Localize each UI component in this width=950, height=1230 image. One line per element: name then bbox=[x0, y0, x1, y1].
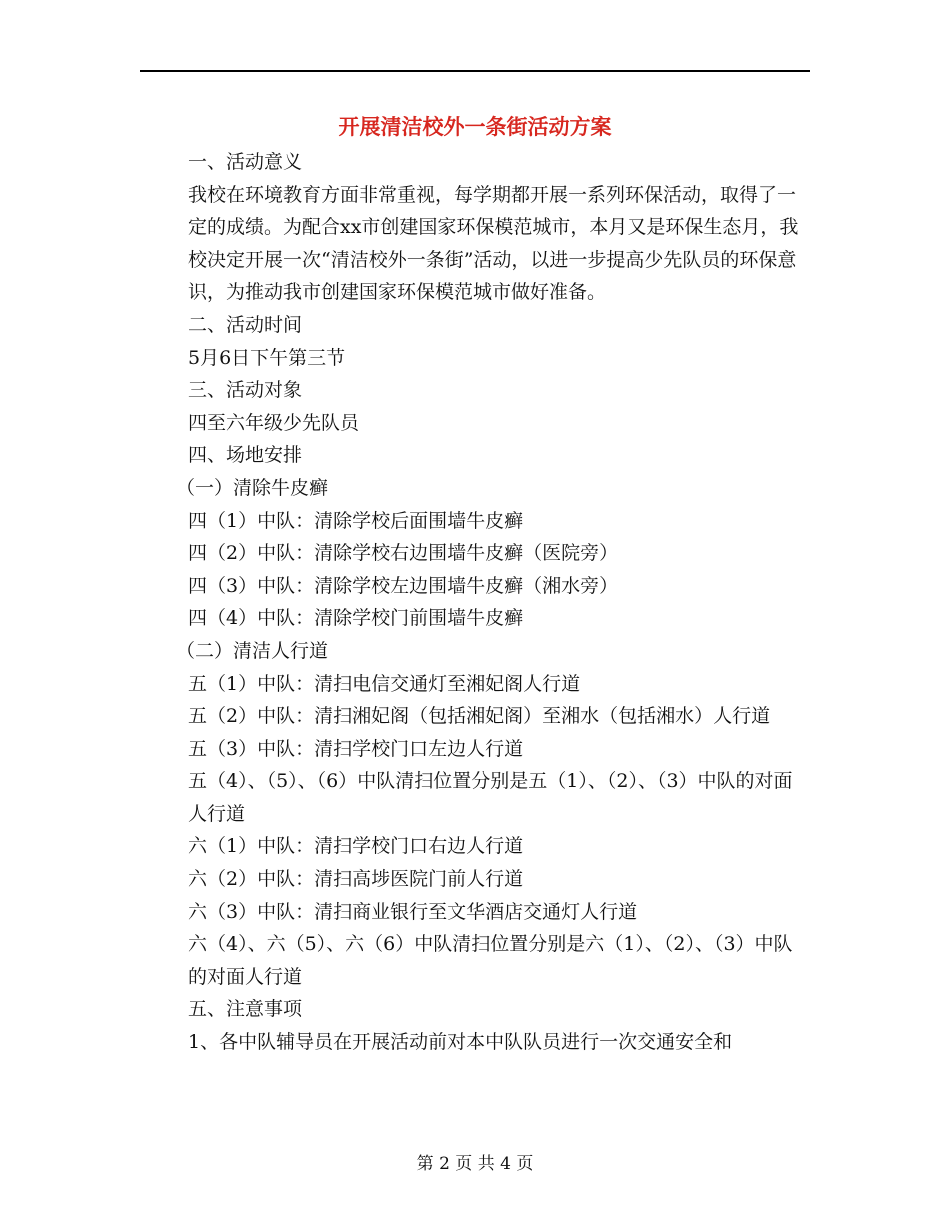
subsection-heading-remove-ads: （一）清除牛皮癣 bbox=[176, 476, 329, 499]
section-heading-participants: 三、活动对象 bbox=[188, 379, 303, 402]
section-heading-time: 二、活动时间 bbox=[188, 313, 303, 336]
list-item: 四（2）中队：清除学校右边围墙牛皮癣（医院旁） bbox=[188, 542, 619, 565]
activity-time: 5月6日下午第三节 bbox=[188, 346, 346, 369]
list-item: 五（2）中队：清扫湘妃阁（包括湘妃阁）至湘水（包括湘水）人行道 bbox=[188, 705, 771, 728]
participants-text: 四至六年级少先队员 bbox=[188, 411, 360, 434]
section-heading-venue: 四、场地安排 bbox=[188, 444, 303, 467]
document-title: 开展清洁校外一条街活动方案 bbox=[338, 115, 612, 139]
notes-item: 1、各中队辅导员在开展活动前对本中队队员进行一次交通安全和 bbox=[188, 1031, 733, 1054]
page-number: 第 2 页 共 4 页 bbox=[416, 1154, 534, 1174]
section-heading-notes: 五、注意事项 bbox=[188, 998, 303, 1021]
list-item: 五（4）、（5）、（6）中队清扫位置分别是五（1）、（2）、（3）中队的对面人行道 bbox=[188, 770, 793, 825]
significance-paragraph: 我校在环境教育方面非常重视，每学期都开展一系列环保活动，取得了一定的成绩。为配合xx市创建国家环保模范城市，本月又是环保生态月，我校决定开展一次“清洁校外一条街”活动，以进一步提高少先队员的环保意识，为推动我市创建国家环保模范城市做好准备。 bbox=[188, 183, 799, 304]
header-rule bbox=[140, 70, 810, 72]
list-item: 六（3）中队：清扫商业银行至文华酒店交通灯人行道 bbox=[188, 900, 638, 923]
section-heading-significance: 一、活动意义 bbox=[188, 151, 303, 173]
list-item: 六（1）中队：清扫学校门口右边人行道 bbox=[188, 835, 524, 858]
subsection-heading-clean-sidewalk: （二）清洁人行道 bbox=[176, 639, 329, 662]
list-item: 五（3）中队：清扫学校门口左边人行道 bbox=[188, 737, 524, 760]
list-item: 六（4）、六（5）、六（6）中队清扫位置分别是六（1）、（2）、（3）中队的对面人行道 bbox=[188, 933, 793, 988]
document-body bbox=[140, 146, 810, 1059]
list-item: 四（4）中队：清除学校门前围墙牛皮癣 bbox=[188, 607, 524, 630]
list-item: 四（1）中队：清除学校后面围墙牛皮癣 bbox=[188, 509, 524, 532]
list-item: 五（1）中队：清扫电信交通灯至湘妃阁人行道 bbox=[188, 672, 581, 695]
list-item: 四（3）中队：清除学校左边围墙牛皮癣（湘水旁） bbox=[188, 574, 619, 597]
list-item: 六（2）中队：清扫高埗医院门前人行道 bbox=[188, 868, 524, 891]
